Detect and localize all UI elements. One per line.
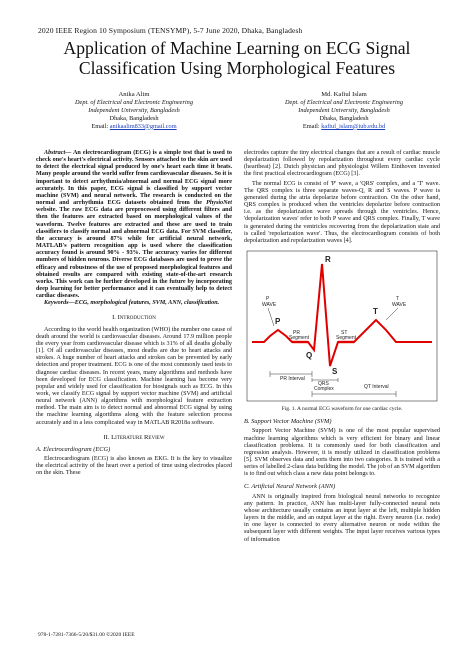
author-dept: Dept. of Electrical and Electronic Engineering	[285, 98, 403, 106]
figure-frame	[247, 251, 437, 401]
title-line-2: Classification Using Morphological Features	[78, 58, 396, 78]
keywords-text: —ECG, morphological features, SVM, ANN, classification.	[68, 300, 220, 307]
ecg-waveform-diagram	[246, 250, 438, 402]
author-city: Dhaka, Bangladesh	[109, 114, 159, 122]
ecg-waveform-figure	[244, 250, 440, 402]
label-p-wave: P WAVE	[262, 296, 277, 309]
intro-paragraph: According to the world health organization (WHO) the number one cause of death around the world is cardiovascular diseases. Around 17.9 million people die every year from cardiovascular disease which is 31% of all deaths globally [1]. Of all cardiovascular diseases, most deaths are due to heart attacks and strokes. A huge number of heart attacks and strokes can be prevented by early detection and proper treatment. ECG is one of the most commonly used tests to diagnose cardiac diseases. In recent years, many algorithms and methods have been developed for ECG classification. Machine learning has become very popular and widely used for classification for biosignals such as ECG. In this work, we classify ECG signal by support vector machine (SVM) and artificial neural network (ANN) algorithms with morphological feature extraction method. The main aim is to detect normal and abnormal ECG signal by using the machine learning algorithms along with the feature selection process accurately and in a less complicated way in MATLAB R2018a software.	[36, 326, 232, 426]
email-label: Email:	[91, 122, 110, 130]
abstract-text-1: An electrocardiogram (ECG) is a simple test that is used to check one's heart's electrical activity. Sensors attached to the skin are used to detect the electrical signal produced by one's heart each time it beats. Many people around the world suffer from cardiovascular diseases. So it is important to detect arrhythmia/abnormal and normal ECG signal more accurately. In this paper, ECG signal is classified by support vector machine (SVM) and neural network. The research is conducted on the normal and arrhythmia ECG datasets obtained from the	[36, 150, 232, 207]
ecg-paragraph-continued: electrodes capture the tiny electrical changes that are a result of cardiac muscle depolarization followed by repolarization throughout every cardiac cycle (heartbeat) [2]. Dutch physician and physiologist Willem Einthoven invented the first practical electrocardiogram (ECG) [3].	[244, 150, 440, 178]
abstract-dash: —	[65, 150, 73, 156]
label-s: S	[332, 367, 338, 377]
figure-caption: Fig. 1. A normal ECG waveform for one cardiac cycle.	[281, 406, 403, 413]
author-email-link[interactable]: kafiul_islam@iub.edu.bd	[321, 122, 386, 130]
label-p: P	[275, 317, 281, 327]
author-university: Independent University, Bangladesh	[298, 106, 390, 114]
section-heading-introduction: I. Introduction	[112, 314, 156, 322]
paper-title	[20, 38, 454, 78]
label-qt-interval: QT Interval	[364, 384, 389, 391]
subsection-heading-svm: B. Support Vector Machine (SVM)	[244, 418, 332, 426]
subsection-heading-ecg: A. Electrocardiogram (ECG)	[36, 445, 111, 453]
abstract-physionet: PhysioNet	[206, 200, 232, 207]
author-name: Anika Alim	[118, 91, 150, 98]
label-t-wave: T WAVE	[392, 296, 407, 309]
label-r: R	[325, 255, 331, 265]
author-city: Dhaka, Bangladesh	[319, 114, 369, 122]
author-block-2	[244, 91, 444, 131]
author-email-line	[244, 123, 444, 131]
author-email-line	[34, 123, 234, 131]
label-q: Q	[306, 351, 313, 361]
abstract-label: Abstract	[44, 150, 66, 156]
label-pr-segment: PR Segment	[289, 330, 310, 342]
author-name: Md. Kafiul Islam	[321, 91, 367, 98]
author-dept: Dept. of Electrical and Electronic Engineering	[75, 98, 193, 106]
left-column	[36, 150, 232, 478]
right-column	[244, 150, 440, 544]
ann-paragraph: ANN is originally inspired from biological neural networks to recognize any pattern. In practice, ANN has multi-layer fully-connected neural nets whose architecture usually contains an input layer at the left, multiple hidden layers in the middle, and an output layer at the right. Every neuron (i.e. node) in one layer is connected to every alternative neuron or node within the subsequent layer with different weights. The input layer receives various types of information	[244, 493, 440, 543]
label-t: T	[373, 307, 378, 317]
label-qrs-complex: QRS Complex	[314, 381, 334, 393]
author-block-1	[34, 91, 234, 131]
conference-header: 2020 IEEE Region 10 Symposium (TENSYMP), 5-7 June 2020, Dhaka, Bangladesh	[38, 26, 303, 35]
normal-ecg-paragraph: The normal ECG is consist of 'P' wave, a 'QRS' complex, and a 'T' wave. The QRS complex is three separate waves-Q, R and S waves. P wave is generated during the atria depolarize before contraction. On the other hand, QRS complex is produced when the ventricles depolarize before contraction i.e. as the depolarization wave spreads through the ventricles. Hence, 'depolarization waves' refer to both P wave and QRS complex. Finally, T wave is generated during the ventricles recovering from the depolarization state and is called 'repolarization wave'. Thus, the electrocardiogram consists of both depolarization and repolarization waves [4].	[244, 180, 440, 244]
keywords-label: Keywords	[44, 300, 69, 307]
label-st-segment: ST Segment	[336, 330, 357, 342]
abstract-text-2: website. The raw ECG data are preprocessed using different filters and then the features are extracted based on morphological values of the waveform. Twelve features are extracted and these are used to train classifiers to classify normal and abnormal ECG data. For SVM classifier, the accuracy is around 87% while for artificial neural network, MATLAB's pattern recognition app is used where the classification accuracy found is around 90% - 93%. The accuracy varies for different numbers of hidden neurons. Diverse ECG databases are used to prove the efficacy and robustness of the use of proposed morphological features and obtained results are compared with existing state-of-the-art research works. This work can be further developed in the future by incorporating deep learning for better performance and it can eventually help to detect cardiac diseases.	[36, 207, 232, 300]
svm-paragraph: Support Vector Machine (SVM) is one of the most popular supervised machine learning algorithms which is very efficient for binary and linear classification problems. It is commonly used for both classification and regression analysis. However, it is mostly utilized in classification problems [5]. SVM observes data and sorts them into two categories. It is trained with a series of labelled 2-class data building the model. The job of an SVM algorithm is to find out which class a new data point belongs to.	[244, 428, 441, 478]
section-heading-literature-review: II. Literature Review	[103, 433, 165, 441]
abstract	[36, 150, 232, 300]
author-email-link[interactable]: anikaalim833@gmail.com	[109, 122, 177, 130]
ecg-paragraph: Electrocardiogram (ECG) is also known as EKG. It is the key to visualize the electrical activity of the heart over a period of time using electrodes placed on the skin. These	[36, 456, 232, 477]
keywords	[36, 300, 232, 307]
title-line-1: Application of Machine Learning on ECG Signal	[63, 38, 411, 58]
email-label: Email:	[302, 122, 322, 130]
label-pr-interval: PR Interval	[280, 376, 305, 383]
author-university: Independent University, Bangladesh	[88, 106, 180, 114]
copyright-footer: 978-1-7281-7366-5/20/$31.00 ©2020 IEEE	[38, 632, 135, 638]
subsection-heading-ann: C. Artificial Neural Network (ANN)	[244, 483, 336, 491]
